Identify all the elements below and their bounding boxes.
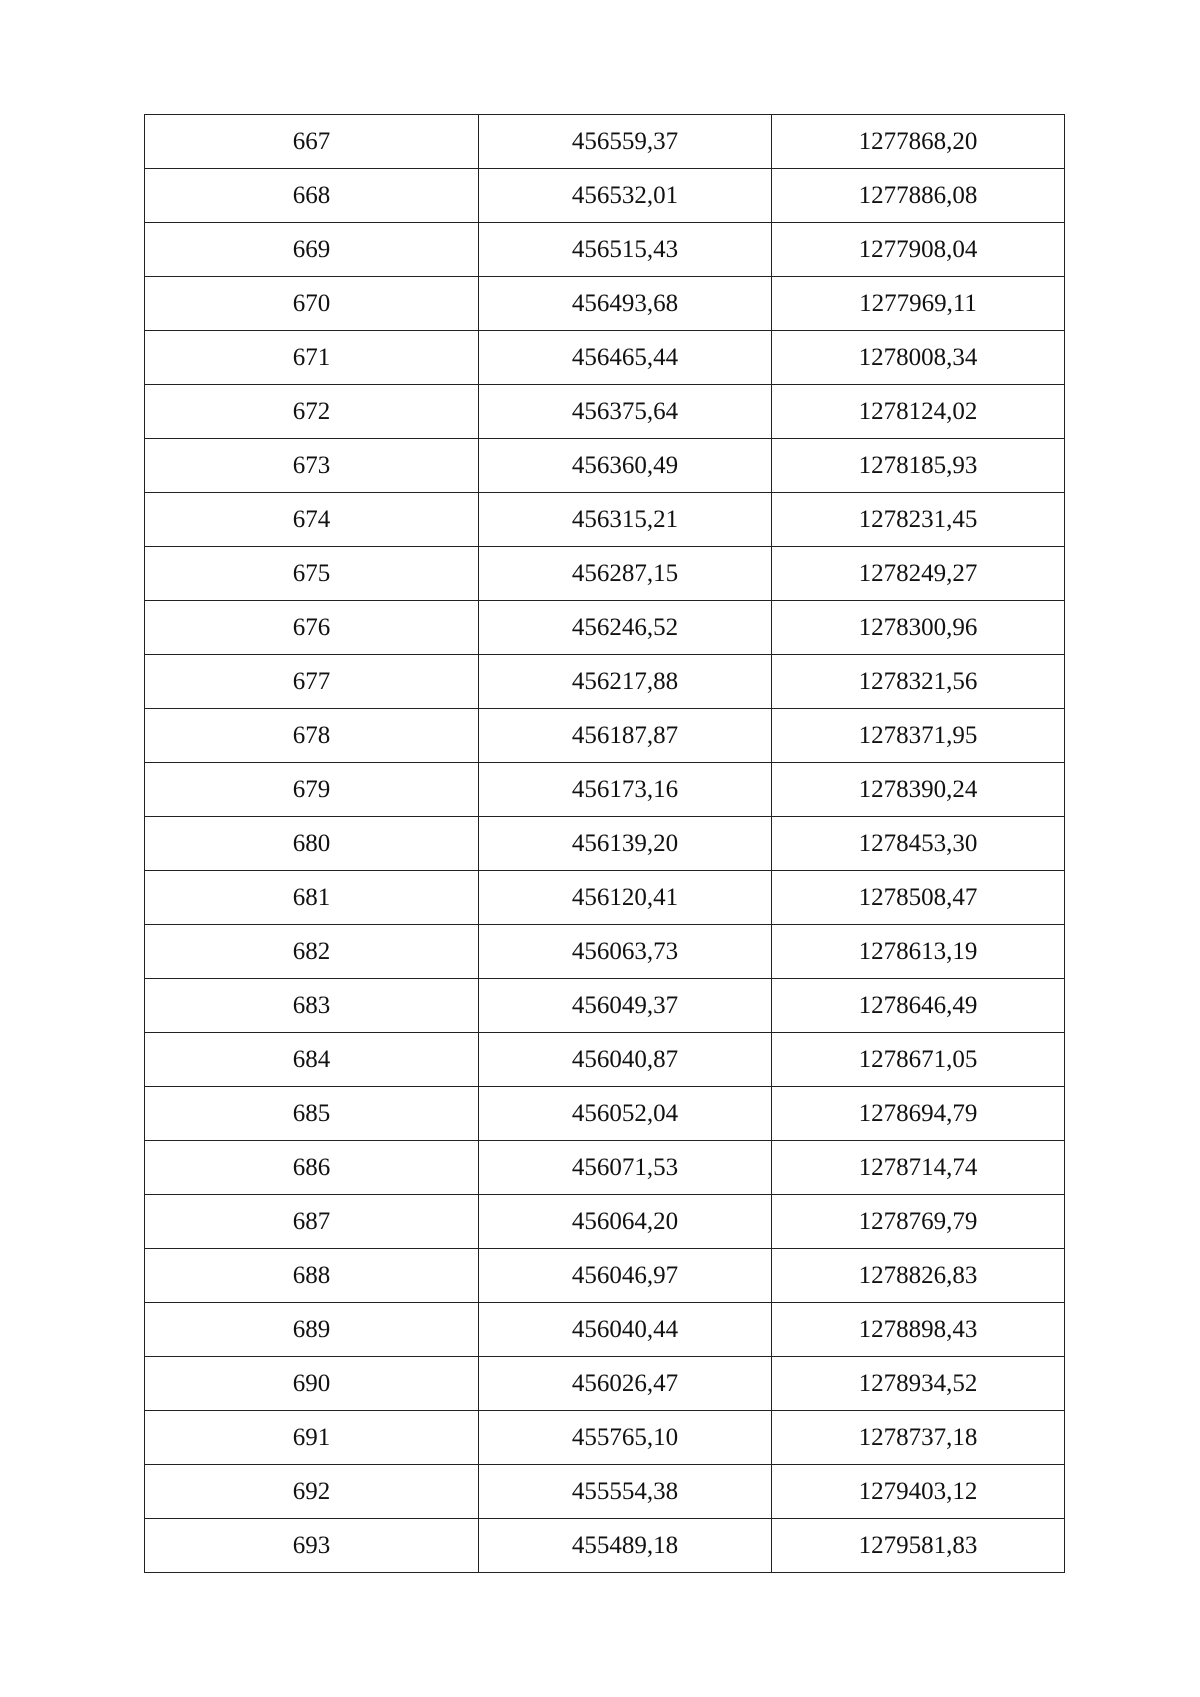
point-number-cell: 686	[145, 1141, 479, 1195]
x-coordinate-cell: 456026,47	[479, 1357, 772, 1411]
y-coordinate-cell: 1278231,45	[772, 493, 1065, 547]
table-row	[145, 763, 1065, 817]
x-coordinate-cell: 455554,38	[479, 1465, 772, 1519]
table-row	[145, 601, 1065, 655]
table-row	[145, 439, 1065, 493]
x-coordinate-cell: 455765,10	[479, 1411, 772, 1465]
point-number-cell: 681	[145, 871, 479, 925]
x-coordinate-cell: 456465,44	[479, 331, 772, 385]
y-coordinate-cell: 1278185,93	[772, 439, 1065, 493]
point-number-cell: 684	[145, 1033, 479, 1087]
table-row	[145, 223, 1065, 277]
table-row	[145, 1141, 1065, 1195]
y-coordinate-cell: 1278671,05	[772, 1033, 1065, 1087]
table-row	[145, 1087, 1065, 1141]
x-coordinate-cell: 456046,97	[479, 1249, 772, 1303]
point-number-cell: 679	[145, 763, 479, 817]
y-coordinate-cell: 1278371,95	[772, 709, 1065, 763]
x-coordinate-cell: 456559,37	[479, 115, 772, 169]
x-coordinate-cell: 456052,04	[479, 1087, 772, 1141]
y-coordinate-cell: 1277868,20	[772, 115, 1065, 169]
table-row	[145, 547, 1065, 601]
y-coordinate-cell: 1279403,12	[772, 1465, 1065, 1519]
x-coordinate-cell: 456040,87	[479, 1033, 772, 1087]
x-coordinate-cell: 456515,43	[479, 223, 772, 277]
y-coordinate-cell: 1278508,47	[772, 871, 1065, 925]
y-coordinate-cell: 1278714,74	[772, 1141, 1065, 1195]
x-coordinate-cell: 456217,88	[479, 655, 772, 709]
table-row	[145, 709, 1065, 763]
y-coordinate-cell: 1277908,04	[772, 223, 1065, 277]
point-number-cell: 689	[145, 1303, 479, 1357]
point-number-cell: 685	[145, 1087, 479, 1141]
x-coordinate-cell: 456246,52	[479, 601, 772, 655]
x-coordinate-cell: 456120,41	[479, 871, 772, 925]
y-coordinate-cell: 1278694,79	[772, 1087, 1065, 1141]
point-number-cell: 673	[145, 439, 479, 493]
table-row	[145, 277, 1065, 331]
point-number-cell: 672	[145, 385, 479, 439]
x-coordinate-cell: 456139,20	[479, 817, 772, 871]
y-coordinate-cell: 1278321,56	[772, 655, 1065, 709]
y-coordinate-cell: 1278390,24	[772, 763, 1065, 817]
point-number-cell: 671	[145, 331, 479, 385]
x-coordinate-cell: 456360,49	[479, 439, 772, 493]
y-coordinate-cell: 1278826,83	[772, 1249, 1065, 1303]
table-row	[145, 1465, 1065, 1519]
point-number-cell: 669	[145, 223, 479, 277]
point-number-cell: 690	[145, 1357, 479, 1411]
y-coordinate-cell: 1277886,08	[772, 169, 1065, 223]
table-row	[145, 1357, 1065, 1411]
point-number-cell: 674	[145, 493, 479, 547]
x-coordinate-cell: 456287,15	[479, 547, 772, 601]
x-coordinate-cell: 456493,68	[479, 277, 772, 331]
table-row	[145, 655, 1065, 709]
table-row	[145, 817, 1065, 871]
y-coordinate-cell: 1278008,34	[772, 331, 1065, 385]
x-coordinate-cell: 456375,64	[479, 385, 772, 439]
y-coordinate-cell: 1278898,43	[772, 1303, 1065, 1357]
point-number-cell: 691	[145, 1411, 479, 1465]
coordinates-table-body	[145, 115, 1065, 1573]
y-coordinate-cell: 1278646,49	[772, 979, 1065, 1033]
x-coordinate-cell: 456187,87	[479, 709, 772, 763]
point-number-cell: 687	[145, 1195, 479, 1249]
y-coordinate-cell: 1278613,19	[772, 925, 1065, 979]
point-number-cell: 693	[145, 1519, 479, 1573]
point-number-cell: 678	[145, 709, 479, 763]
x-coordinate-cell: 456532,01	[479, 169, 772, 223]
table-row	[145, 493, 1065, 547]
table-row	[145, 1195, 1065, 1249]
y-coordinate-cell: 1279581,83	[772, 1519, 1065, 1573]
point-number-cell: 683	[145, 979, 479, 1033]
point-number-cell: 680	[145, 817, 479, 871]
table-row	[145, 1303, 1065, 1357]
x-coordinate-cell: 456315,21	[479, 493, 772, 547]
table-row	[145, 1411, 1065, 1465]
y-coordinate-cell: 1278453,30	[772, 817, 1065, 871]
point-number-cell: 667	[145, 115, 479, 169]
y-coordinate-cell: 1278300,96	[772, 601, 1065, 655]
x-coordinate-cell: 456063,73	[479, 925, 772, 979]
point-number-cell: 668	[145, 169, 479, 223]
table-row	[145, 979, 1065, 1033]
table-row	[145, 385, 1065, 439]
y-coordinate-cell: 1278737,18	[772, 1411, 1065, 1465]
table-row	[145, 115, 1065, 169]
point-number-cell: 675	[145, 547, 479, 601]
point-number-cell: 677	[145, 655, 479, 709]
x-coordinate-cell: 456049,37	[479, 979, 772, 1033]
y-coordinate-cell: 1278769,79	[772, 1195, 1065, 1249]
x-coordinate-cell: 456064,20	[479, 1195, 772, 1249]
y-coordinate-cell: 1278124,02	[772, 385, 1065, 439]
point-number-cell: 670	[145, 277, 479, 331]
x-coordinate-cell: 456040,44	[479, 1303, 772, 1357]
x-coordinate-cell: 456173,16	[479, 763, 772, 817]
table-row	[145, 871, 1065, 925]
point-number-cell: 676	[145, 601, 479, 655]
table-row	[145, 1519, 1065, 1573]
x-coordinate-cell: 456071,53	[479, 1141, 772, 1195]
x-coordinate-cell: 455489,18	[479, 1519, 772, 1573]
table-row	[145, 1249, 1065, 1303]
point-number-cell: 692	[145, 1465, 479, 1519]
table-row	[145, 925, 1065, 979]
table-row	[145, 331, 1065, 385]
table-row	[145, 1033, 1065, 1087]
point-number-cell: 688	[145, 1249, 479, 1303]
table-row	[145, 169, 1065, 223]
y-coordinate-cell: 1277969,11	[772, 277, 1065, 331]
coordinates-table	[144, 114, 1065, 1573]
y-coordinate-cell: 1278249,27	[772, 547, 1065, 601]
point-number-cell: 682	[145, 925, 479, 979]
y-coordinate-cell: 1278934,52	[772, 1357, 1065, 1411]
